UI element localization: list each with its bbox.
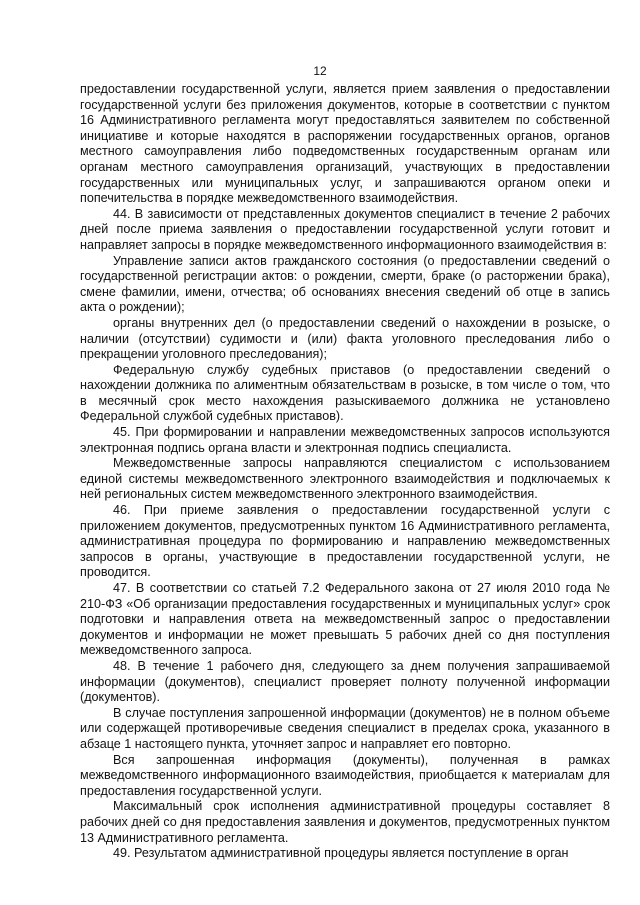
paragraph: Межведомственные запросы направляются специалистом с использованием единой системы межведомственного электронного взаимодействия и подключаемых к ней региональных систем межведомственного электронного взаимодействия. xyxy=(80,456,610,502)
paragraph: предоставлении государственной услуги, является прием заявления о предоставлении государственной услуги без приложения документов, которые в соответствии с пунктом 16 Административного регламента могут предоставляться заявителем по собственной инициативе и которые находятся в распоряжении государственных органов, органов местного самоуправления либо подведомственных государственным органам или органам местного самоуправления организаций, участвующих в предоставлении государственных или муниципальных услуг, и запрашиваются органом опеки и попечительства в порядке межведомственного взаимодействия. xyxy=(80,82,610,206)
document-body xyxy=(80,82,610,862)
paragraph: 44. В зависимости от представленных документов специалист в течение 2 рабочих дней после приема заявления о предоставлении государственной услуги готовит и направляет запросы в порядке межведомственного информационного взаимодействия в: xyxy=(80,206,610,252)
paragraph: 47. В соответствии со статьей 7.2 Федерального закона от 27 июля 2010 года № 210-ФЗ «Об организации предоставления государственных и муниципальных услуг» срок подготовки и направления ответа на межведомственный запрос о предоставлении документов и информации не может превышать 5 рабочих дней со дня поступления межведомственного запроса. xyxy=(80,581,610,658)
paragraph: 45. При формировании и направлении межведомственных запросов используются электронная подпись органа власти и электронная подпись специалиста. xyxy=(80,425,610,455)
paragraph: 46. При приеме заявления о предоставлении государственной услуги с приложением документов, предусмотренных пунктом 16 Административного регламента, административная процедура по формированию и направлению межведомственных запросов в органы, участвующие в предоставлении государственной услуги, не проводится. xyxy=(80,503,610,580)
paragraph: органы внутренних дел (о предоставлении сведений о нахождении в розыске, о наличии (отсутствии) судимости и (или) факта уголовного преследования либо о прекращении уголовного преследования); xyxy=(80,315,610,362)
page-number: 12 xyxy=(313,64,327,78)
paragraph: Вся запрошенная информация (документы), полученная в рамках межведомственного информационного взаимодействия, приобщается к материалам для предоставления государственной услуги. xyxy=(80,752,610,798)
paragraph: Управление записи актов гражданского состояния (о предоставлении сведений о государственной регистрации актов: о рождении, смерти, браке (о расторжении брака), смене фамилии, имени, отчества; об основаниях внесения сведений об отце в запись акта о рождении); xyxy=(80,253,610,315)
paragraph: Федеральную службу судебных приставов (о предоставлении сведений о нахождении должника по алиментным обязательствам в розыске, в том числе о том, что в месячный срок место нахождения разыскиваемого должника не установлено Федеральной службой судебных приставов). xyxy=(80,362,610,424)
paragraph: Максимальный срок исполнения административной процедуры составляет 8 рабочих дней со дня предоставления заявления и документов, предусмотренных пунктом 13 Административного регламента. xyxy=(80,799,610,845)
paragraph: 49. Результатом административной процедуры является поступление в орган xyxy=(113,846,569,861)
paragraph: 48. В течение 1 рабочего дня, следующего за днем получения запрашиваемой информации (документов), специалист проверяет полноту полученной информации (документов). xyxy=(80,658,610,705)
paragraph: В случае поступления запрошенной информации (документов) не в полном объеме или содержащей противоречивые сведения специалист в пределах срока, указанного в абзаце 1 настоящего пункта, уточняет запрос и направляет его повторно. xyxy=(80,705,610,751)
